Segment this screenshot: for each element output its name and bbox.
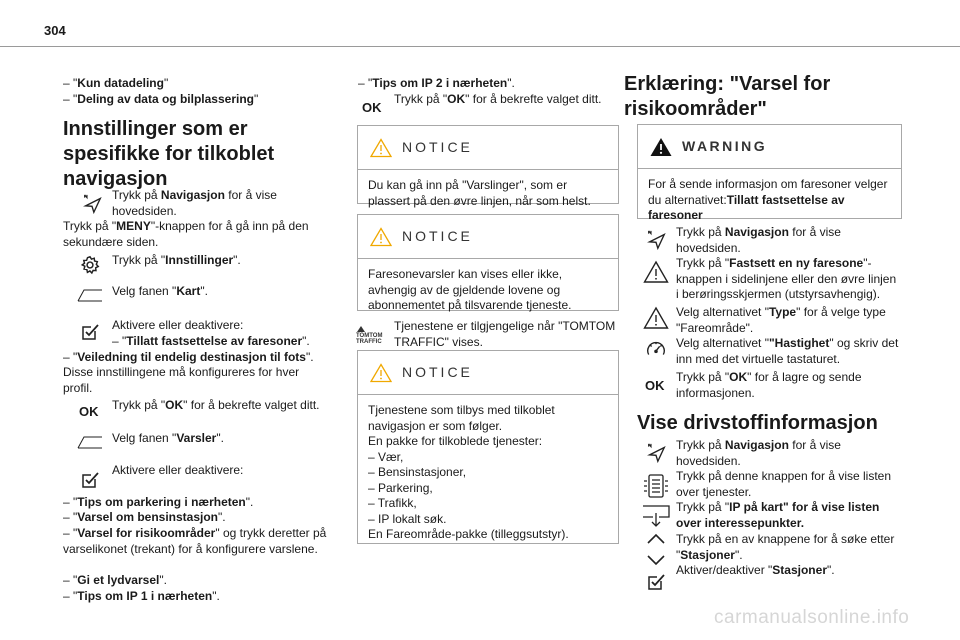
step-map-tab: Velg fanen "Kart".: [112, 284, 208, 298]
intro-line-1: – "Kun datadeling": [63, 76, 169, 90]
alert-option-4: – "Gi et lydvarsel".: [63, 573, 167, 587]
warning-text: For å sende informasjon om faresoner velger du alternativet:Tillatt fastsettelse av faresoner: [648, 177, 888, 222]
checkbox-icon: [80, 470, 100, 490]
intro-line-2: – "Deling av data og bilplassering": [63, 92, 259, 106]
notice-header: [358, 126, 618, 170]
service-danger-pack: En Fareområde-pakke (tilleggsutstyr).: [368, 527, 569, 541]
notice-box-2: [357, 214, 619, 311]
service-intro: Tjenestene som tilbys med tilkoblet navigasjon er som følger.: [368, 403, 555, 433]
alert-option-3: – "Varsel for risikoområder" og trykk deretter på varselikonet (trekant) for å konfigurere varslene.: [63, 526, 327, 556]
step-navigation-r1: Trykk på Navigasjon for å vise hovedsiden.: [676, 225, 841, 255]
type-triangle-icon: [643, 306, 669, 330]
tab-icon-alerts: [76, 434, 104, 450]
ok-icon: OK: [645, 378, 665, 393]
step-ok-1: Trykk på "OK" for å bekrefte valget ditt.: [112, 398, 320, 412]
tomtom-hand-icon: [356, 325, 366, 333]
chevron-down-icon: [645, 553, 667, 567]
step-route-line-2: Disse innstillingene må konfigureres for hver profil.: [63, 365, 300, 395]
step-new-zone: Trykk på "Fastsett en ny faresone"-knappen i sidelinjene eller den øvre linjen i berøringsskjermen (utstyrsavhengig).: [676, 256, 897, 301]
service-item: – Parkering,: [368, 480, 433, 495]
service-item: – Trafikk,: [368, 496, 417, 510]
step-ok-3: Trykk på "OK" for å lagre og sende informasjonen.: [676, 370, 862, 400]
notice-header: [358, 351, 618, 395]
service-item: – Bensinstasjoner,: [368, 465, 467, 479]
navigation-icon: [644, 442, 668, 464]
notice-text-2: Faresonevarsler kan vises eller ikke, avhengig av de gjeldende lovene og abonnementet på tilsvarende tjeneste.: [368, 267, 572, 312]
poi-map-icon: [641, 504, 671, 528]
notice-text-1: Du kan gå inn på "Varslinger", som er plassert på den øvre linjen, når som helst.: [368, 178, 591, 208]
step-type: Velg alternativet "Type" for å velge type "Fareområde".: [676, 305, 886, 335]
section-heading-fuel-info: Vise drivstoffinformasjon: [637, 412, 878, 434]
settings-gear-icon: [78, 254, 102, 276]
step-toggle-1-line-1: Aktivere eller deaktivere:: [112, 318, 244, 332]
ok-icon: OK: [362, 100, 382, 115]
ok-icon: OK: [79, 404, 99, 419]
header-divider: [0, 46, 960, 47]
notice-header: [358, 215, 618, 259]
step-route-line-1: – "Veiledning til endelig destinasjon til fots".: [63, 350, 314, 364]
notice-triangle-icon: [370, 363, 392, 383]
service-item: – Vær,: [368, 449, 404, 464]
alert-option-5: – "Tips om IP 1 i nærheten".: [63, 589, 220, 603]
tab-icon-map: [76, 287, 104, 303]
navigation-icon: [80, 193, 104, 215]
step-toggle-1-line-2: – "Tillatt fastsettelse av faresoner".: [112, 334, 310, 348]
step-toggle-2: Aktivere eller deaktivere:: [112, 463, 244, 477]
notice-triangle-icon: [370, 138, 392, 158]
tip-line: – "Tips om IP 2 i nærheten".: [358, 76, 515, 90]
notice-box-3: [357, 350, 619, 544]
checkbox-icon: [646, 572, 666, 592]
step-poi-map: Trykk på "IP på kart" for å vise listen over interessepunkter.: [676, 500, 880, 530]
notice-text-3: [368, 395, 608, 543]
checkbox-icon: [80, 322, 100, 342]
warning-triangle-icon: [650, 137, 672, 157]
tomtom-text: Tjenestene er tilgjengelige når "TOMTOM TRAFFIC" vises.: [394, 319, 616, 349]
step-services-list: Trykk på denne knappen for å vise listen over tjenester.: [676, 469, 892, 499]
navigation-icon: [644, 229, 668, 251]
step-navigation: Trykk på Navigasjon for å vise hovedsiden.: [112, 188, 277, 218]
watermark: carmanualsonline.info: [714, 607, 910, 628]
step-ok-2: Trykk på "OK" for å bekrefte valget ditt.: [394, 92, 602, 106]
warning-label: WARNING: [682, 137, 768, 154]
step-speed: Velg alternativet ""Hastighet" og skriv det inn med det virtuelle tastaturet.: [676, 336, 899, 366]
notice-label: NOTICE: [402, 138, 473, 155]
service-pack-heading: En pakke for tilkoblede tjenester:: [368, 434, 543, 448]
danger-zone-triangle-icon: [643, 260, 669, 284]
section-heading-connected-nav: Innstillinger som er spesifikke for tilkoblet navigasjon: [63, 118, 275, 190]
notice-label: NOTICE: [402, 363, 473, 380]
tomtom-traffic-icon: TOMTOM TRAFFIC: [356, 325, 390, 345]
step-navigation-r2: Trykk på Navigasjon for å vise hovedsiden.: [676, 438, 841, 468]
service-item: – IP lokalt søk.: [368, 511, 447, 526]
section-heading-risk-areas: Erklæring: "Varsel for risikoområder": [624, 73, 831, 120]
step-toggle-stations: Aktiver/deaktiver "Stasjoner".: [676, 563, 835, 577]
alert-option-2: – "Varsel om bensinstasjon".: [63, 510, 226, 524]
notice-box-1: [357, 125, 619, 208]
page-number: 304: [44, 23, 66, 38]
warning-header: [638, 125, 901, 169]
services-list-icon: [642, 473, 670, 499]
warning-box: [637, 124, 902, 222]
step-search-stations: Trykk på en av knappene for å søke etter "Stasjoner".: [676, 532, 895, 562]
notice-label: NOTICE: [402, 227, 473, 244]
chevron-up-icon: [645, 532, 667, 546]
step-settings: Trykk på "Innstillinger".: [112, 253, 241, 267]
notice-triangle-icon: [370, 227, 392, 247]
speedometer-icon: [644, 339, 668, 361]
step-alerts-tab: Velg fanen "Varsler".: [112, 431, 224, 445]
step-menu: Trykk på "MENY"-knappen for å gå inn på den sekundære siden.: [63, 219, 309, 249]
alert-option-1: – "Tips om parkering i nærheten".: [63, 495, 254, 509]
